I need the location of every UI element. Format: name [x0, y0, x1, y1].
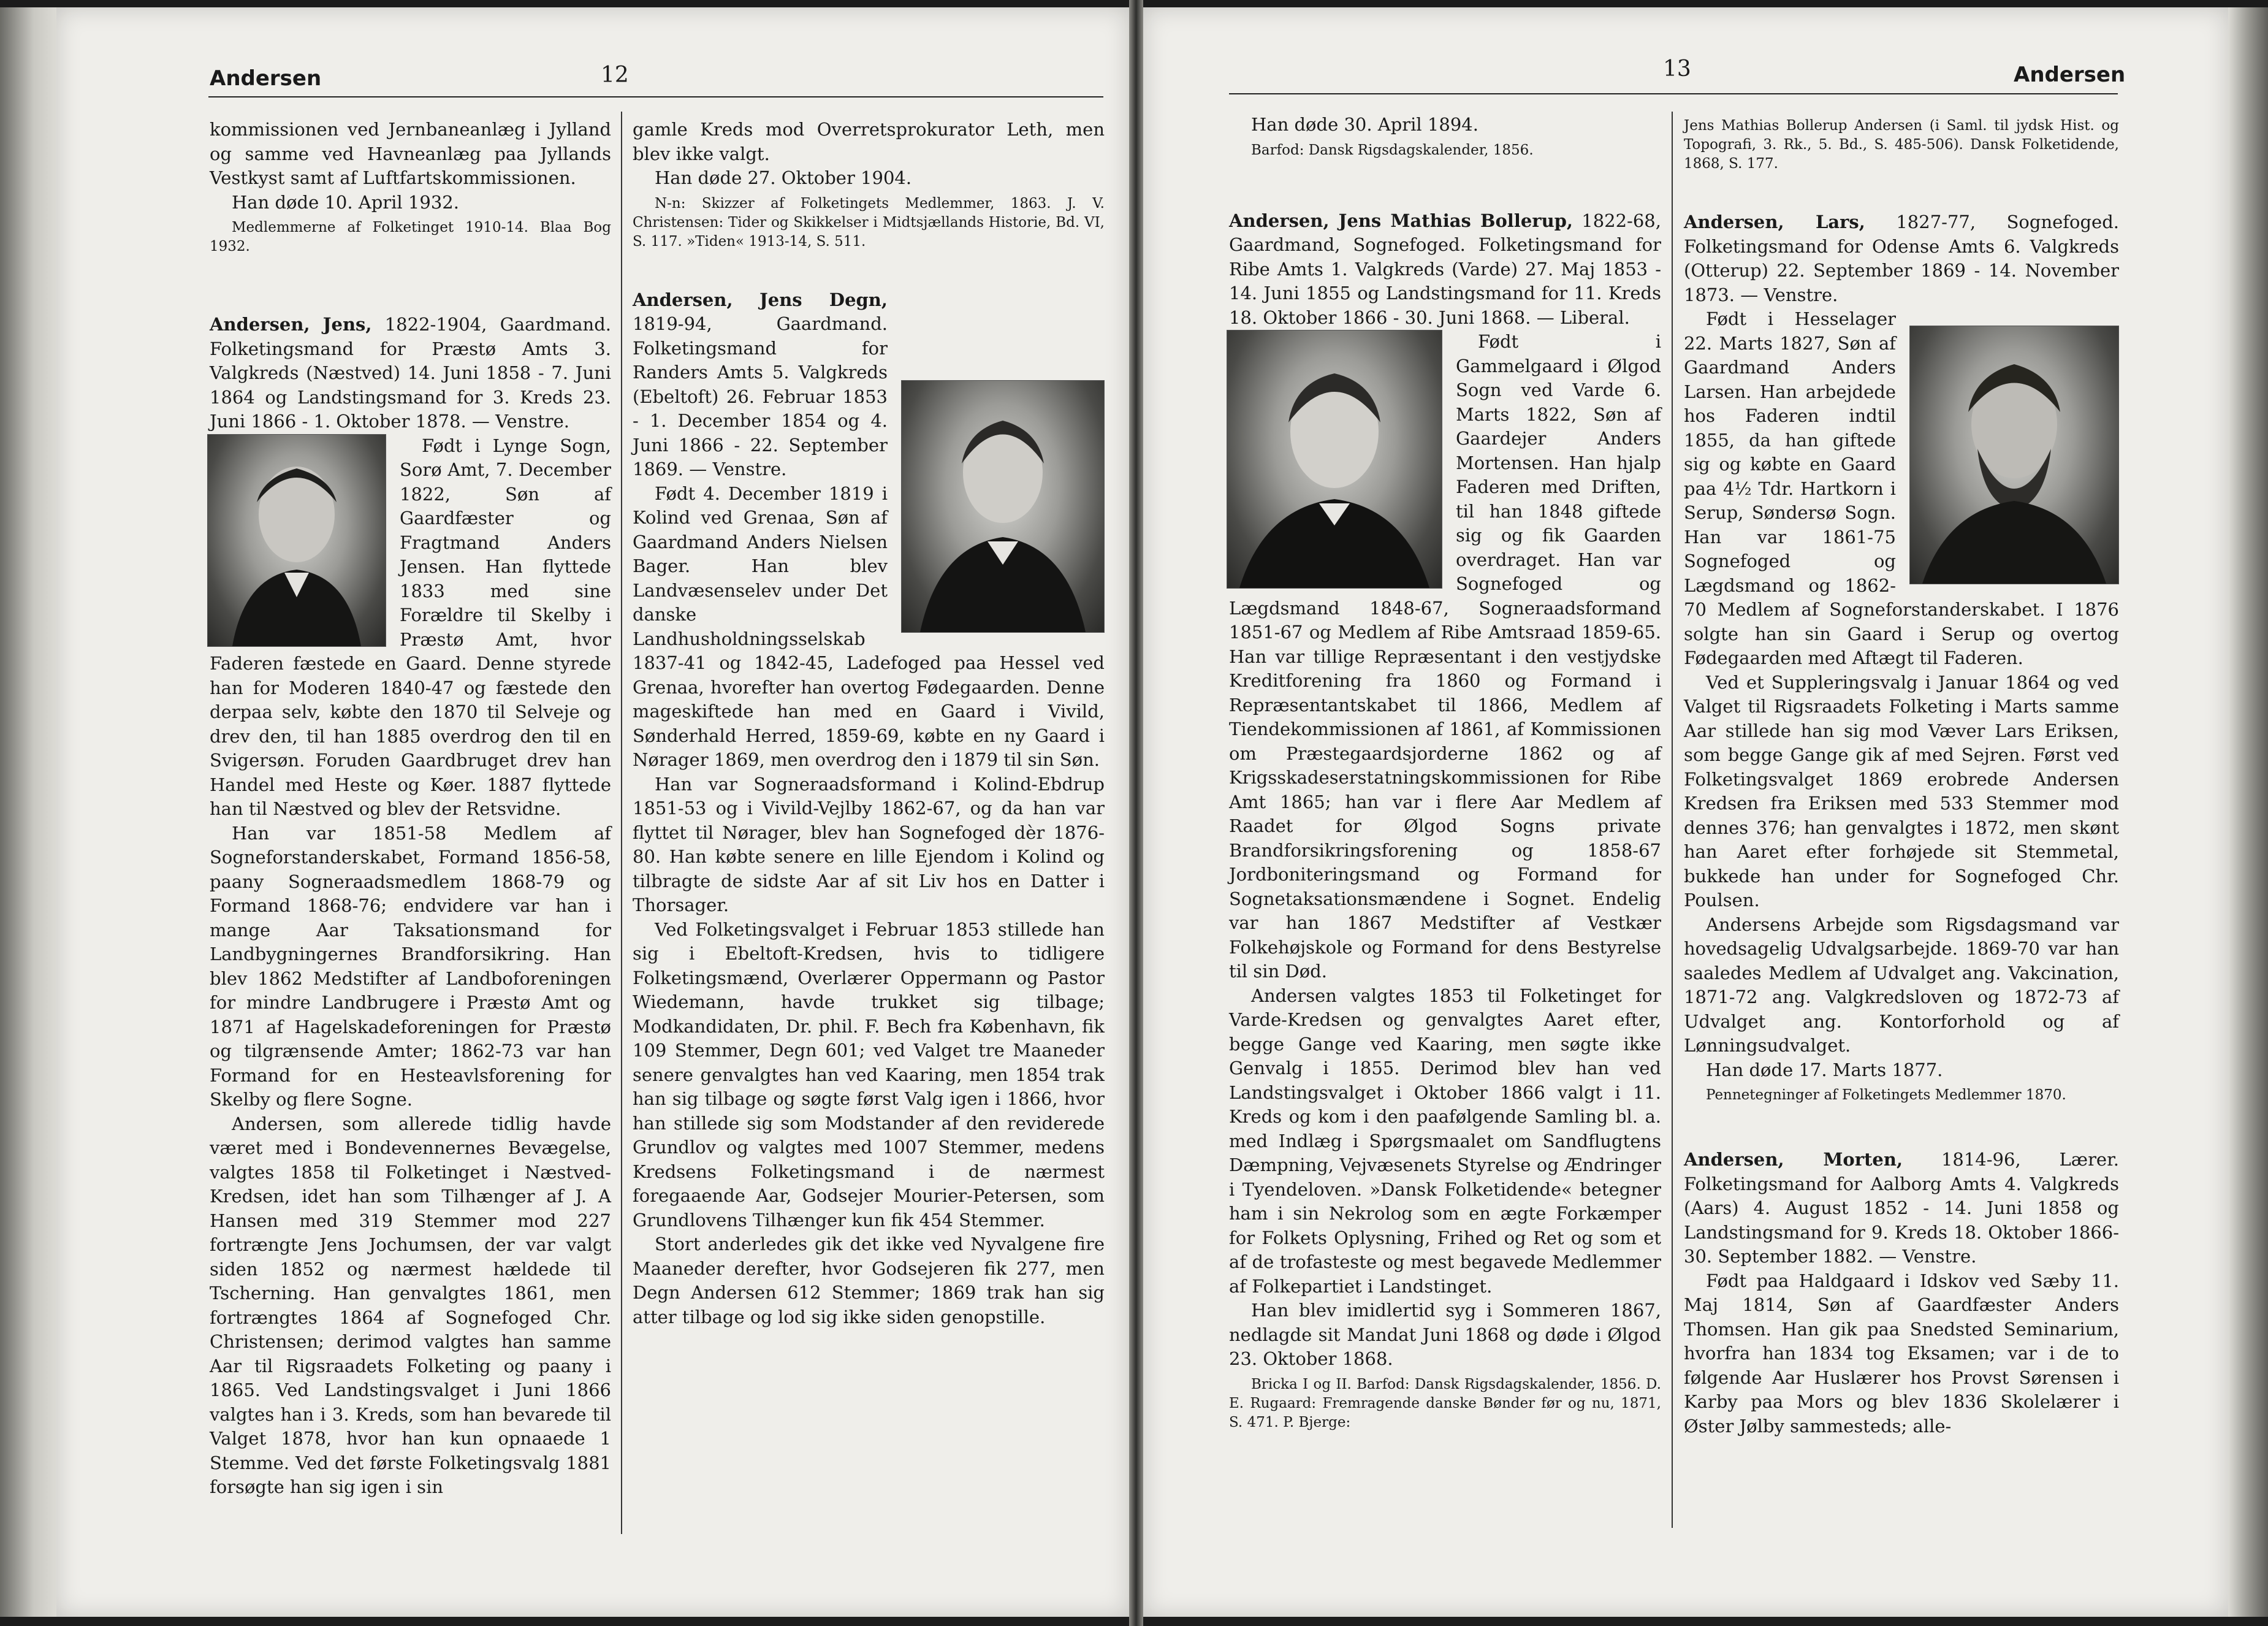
- bio-paragraph: Født 4. December 1819 i Kolind ved Grenaa, Søn af Gaardmand Anders Nielsen Bager. Han blev Landvæsenselev under Det danske Landhusholdningsselskab 1837-41 og 1842-45, Ladefoged paa Hessel ved Grenaa, hvorefter han overtog Fødegaarden. Denne mageskiftede han med en Gaard i Vivild, Sønderhald Herred, 1859-69, købte en ny Gaard i Nørager 1869, men overdrog den i 1879 til sin Søn.: [633, 483, 1105, 770]
- portrait-figure: [208, 435, 386, 646]
- entry-name: Andersen, Lars,: [1684, 212, 1865, 232]
- source-note: Bricka I og II. Barfod: Dansk Rigsdagskalender, 1856. D. E. Rugaard: Fremragende danske Bønder før og nu, 1871, S. 471. P. Bjerge:: [1229, 1376, 1661, 1430]
- source-note: Medlemmerne af Folketinget 1910-14. Blaa Bog 1932.: [210, 219, 611, 254]
- column-2: [1684, 113, 2119, 1438]
- bio-paragraph: Ved Folketingsvalget i Februar 1853 stillede han sig i Ebeltoft-Kredsen, hvis to tidligere Folketingsmænd, Overlærer Oppermann og Pastor Wiedemann, havde trukket sig tilbage; Modkandidaten, Dr. phil. F. Bech fra København, fik 109 Stemmer, Degn 601; ved Valget tre Maaneder senere genvalgtes han ved Kaaring, men 1854 trak han sig tilbage og søgte først Valg igen i 1866, hvor han stillede sig som Modstander af den reviderede Grundlov og valgtes med 1007 Stemmer, medens Kredsens Folketingsmand i de nærmest foregaaende Aar, Godsejer Mourier-Petersen, som Grundlovens Tilhænger kun fik 454 Stemmer.: [633, 918, 1105, 1231]
- entry-header-text: 1814-96, Lærer. Folketingsmand for Aalborg Amts 4. Valgkreds (Aars) 4. August 1852 - 14. Juni 1858 og Landstingsmand for 9. Kreds 18. Oktober 1866-30. September 1882. — Venstre.: [1684, 1149, 2119, 1267]
- entry-header-text: 1819-94, Gaardmand. Folketingsmand for Randers Amts 5. Valgkreds (Ebeltoft) 26. Februar 1853 - 1. December 1854 og 4. Juni 1866 - 22. September 1869. — Venstre.: [633, 313, 888, 479]
- column-1: [1229, 113, 1661, 1432]
- entry-header: [210, 313, 611, 434]
- entry-name: Andersen, Morten,: [1684, 1149, 1903, 1170]
- portrait-jens-andersen: [207, 434, 386, 647]
- death-line: Han døde 30. April 1894.: [1251, 114, 1478, 135]
- bio-paragraph: Født paa Haldgaard i Idskov ved Sæby 11. Maj 1814, Søn af Gaardfæster Anders Thomsen. Han gik paa Snedsted Seminarium, hvorfra han 1834 tog Eksamen; var i de to følgende Aar Huslærer hos Provst Sørensen i Karby paa Mors og blev 1836 Skolelærer i Øster Jølby sammesteds; alle-: [1684, 1270, 2119, 1437]
- bio-paragraph: Han blev imidlertid syg i Sommeren 1867, nedlagde sit Mandat Juni 1868 og døde i Ølgod 23. Oktober 1868.: [1229, 1300, 1661, 1369]
- bio-paragraph: Han var 1851-58 Medlem af Sogneforstanderskabet, Formand 1856-58, paany Sogneraadsmedlem 1868-79 og Formand 1868-76; endvidere var han i mange Aar Taksationsmand for Landbygningernes Brandforsikring. Han blev 1862 Medstifter af Landboforeningen for mindre Landbrugere i Præstø Amt og 1871 af Hagelskadeforeningen for Præstø og tilgrænsende Amter; 1862-73 var han Formand for en Hesteavlsforening for Skelby og flere Sogne.: [210, 822, 611, 1110]
- bio-paragraph: Født i Lynge Sogn, Sorø Amt, 7. December 1822, Søn af Gaardfæster og Fragtmand Anders Jensen. Han flyttede 1833 med sine Forældre til Skelby i Præstø Amt, hvor Faderen fæstede en Gaard. Denne styrede han for Moderen 1840-47 og fæstede den derpaa selv, købte den 1870 til Selveje og drev den, til han 1885 overdrog den til en Svigersøn. Foruden Gaardbruget drev han Handel med Heste og Køer. 1887 flyttede han til Næstved og blev der Retsvidne.: [210, 435, 611, 819]
- entry-header-text: 1822-68, Gaardmand, Sognefoged. Folketingsmand for Ribe Amts 1. Valgkreds (Varde) 27. Maj 1853 - 14. Juni 1855 og Landstingsmand for 11. Kreds 18. Oktober 1866 - 30. Juni 1868. — Liberal.: [1229, 210, 1661, 328]
- page-number: 12: [601, 63, 629, 88]
- paragraph: kommissionen ved Jernbaneanlæg i Jylland og samme ved Havneanlæg paa Jyllands Vestkyst samt af Luftfartskommissionen.: [210, 119, 611, 188]
- book-edge-right: [2228, 7, 2268, 1617]
- death-line: Han døde 10. April 1932.: [232, 191, 459, 213]
- entry-name: Andersen, Jens Mathias Bollerup,: [1229, 210, 1574, 231]
- entry-name-given: Jens Degn,: [759, 289, 888, 310]
- portrait-figure: [902, 381, 1104, 632]
- bio-paragraph: Andersens Arbejde som Rigsdagsmand var hovedsagelig Udvalgsarbejde. 1869-70 var han saaledes Medlem af Udvalget ang. Vakcination, 1871-72 ang. Valgkredsloven og 1872-73 af Udvalget ang. Kontorforhold og af Lønningsudvalget.: [1684, 914, 2119, 1056]
- entry-name: Andersen,: [633, 289, 733, 310]
- bio-paragraph: Ved et Suppleringsvalg i Januar 1864 og ved Valget til Rigsraadets Folketing i Marts samme Aar stillede han sig mod Væver Lars Eriksen, som begge Gange gik af med Sejren. Først ved Folketingsvalget 1869 erobrede Andersen Kredsen fra Eriksen med 533 Stemmer mod dennes 376; han genvalgtes i 1872, men skønt han Aaret efter forhøjede sit Stemmetal, bukkede han under for Sognefoged Chr. Poulsen.: [1684, 671, 2119, 910]
- bio-paragraph: Født i Gammelgaard i Ølgod Sogn ved Varde 6. Marts 1822, Søn af Gaardejer Anders Mortensen. Han hjalp Faderen med Driften, til han 1848 giftede sig og fik Gaarden overdraget. Han var Sognefoged og Lægdsmand 1848-67, Sogneraadsformand 1851-67 og Medlem af Ribe Amtsraad 1859-65. Han var tillige Repræsentant i den vestjydske Kreditforening fra 1860 og Formand i Repræsentantskabet til 1866, Medlem af Tiendekommissionen af 1861, af Kommissionen om Præstegaardsjorderne 1862 og af Krigsskadeserstatningskommissionen for Ribe Amt 1865; han var i flere Aar Medlem af Raadet for Ølgod Sogns private Brandforsikringsforening og 1858-67 Jordboniteringsmand og Formand for Sognetaksationsmændene i Sognet. Endelig var han 1867 Medstifter af Vestkær Folkehøjskole og Formand for dens Bestyrelse til sin Død.: [1229, 331, 1661, 982]
- column-1: [210, 118, 611, 1500]
- death-line: Han døde 17. Marts 1877.: [1706, 1059, 1943, 1080]
- bio-paragraph: Andersen valgtes 1853 til Folketinget for Varde-Kredsen og genvalgtes Aaret efter, begge Gange ved Kaaring, men søgte ikke Genvalg i 1855. Derimod blev han ved Landstingsvalget i Oktober 1866 valgt i 11. Kreds og kom i den paafølgende Samling bl. a. med Indlæg i Spørgsmaalet om Sandflugtens Dæmpning, Vejvæsenets Styrelse og Ændringer i Tyendeloven. »Dansk Folketidende« betegner ham i sin Nekrolog som en ægte Forkæmper for Folkets Oplysning, Frihed og Ret og som et af de trofasteste og mest begavede Medlemmer af Folkepartiet i Landstinget.: [1229, 985, 1661, 1297]
- column-divider: [621, 112, 622, 1534]
- column-divider: [1672, 112, 1673, 1528]
- right-page: [1143, 7, 2228, 1617]
- book-edge-left: [0, 7, 56, 1617]
- entry-name-given: Jens,: [322, 314, 372, 335]
- source-note: Pennetegninger af Folketingets Medlemmer 1870.: [1706, 1087, 2066, 1103]
- entry-header: [1684, 1148, 2119, 1269]
- source-note: Jens Mathias Bollerup Andersen (i Saml. til jydsk Hist. og Topografi, 3. Rk., 5. Bd., S. 485-506). Dansk Folketidende, 1868, S. 177.: [1684, 118, 2119, 172]
- bio-paragraph: Stort anderledes gik det ikke ved Nyvalgene fire Maaneder derefter, hvor Godsejeren fik 277, men Degn Andersen 612 Stemmer; 1869 trak han sig atter tilbage og lod sig ikke siden genopstille.: [633, 1234, 1105, 1327]
- page-number: 13: [1663, 56, 1691, 82]
- running-head: Andersen: [210, 66, 322, 91]
- left-page: [56, 7, 1129, 1617]
- portrait-jens-degn-andersen: [901, 380, 1105, 633]
- portrait-figure: [1227, 330, 1442, 588]
- paragraph: gamle Kreds mod Overretsprokurator Leth, men blev ikke valgt.: [633, 119, 1105, 164]
- death-line: Han døde 27. Oktober 1904.: [655, 167, 912, 188]
- portrait-jens-mathias-bollerup-andersen: [1227, 330, 1442, 589]
- portrait-figure: [1910, 326, 2118, 584]
- bio-paragraph: Født i Hesselager 22. Marts 1827, Søn af Gaardmand Anders Larsen. Han arbejdede hos Faderen indtil 1855, da han giftede sig og købte en Gaard paa 4½ Tdr. Hartkorn i Serup, Søndersø Sogn. Han var 1861-75 Sognefoged og Lægdsmand og 1862-70 Medlem af Sogneforstanderskabet. I 1876 solgte han sin Gaard i Serup og overtog Fødegaarden med Aftægt til Faderen.: [1684, 308, 2119, 668]
- entry-header-text: 1827-77, Sognefoged. Folketingsmand for Odense Amts 6. Valgkreds (Otterup) 22. September 1869 - 14. November 1873. — Venstre.: [1684, 212, 2119, 305]
- header-rule: [208, 96, 1103, 97]
- entry-name: Andersen,: [210, 314, 310, 335]
- running-head: Andersen: [2014, 63, 2126, 87]
- entry-header: [1684, 210, 2119, 307]
- bio-paragraph: Han var Sogneraadsformand i Kolind-Ebdrup 1851-53 og i Vivild-Vejlby 1862-67, og da han var flyttet til Nørager, blev han Sognefoged dèr 1876-80. Han købte senere en lille Ejendom i Kolind og tilbragte de sidste Aar af sit Liv hos en Datter i Thorsager.: [633, 773, 1105, 915]
- book-spine: [1129, 0, 1143, 1626]
- bio-paragraph: Andersen, som allerede tidlig havde været med i Bondevennernes Bevægelse, valgtes 1858 til Folketinget i Næstved-Kredsen, idet han som Tilhænger af J. A Hansen med 319 Stemmer mod 227 fortrængte Jens Jochumsen, der var valgt siden 1852 og nærmest hældede til Tscherning. Han genvalgtes 1861, men fortrængtes 1864 af Sognefoged Chr. Christensen; derimod valgtes han samme Aar til Rigsraadets Folketing og paany i 1865. Ved Landstingsvalget i Juni 1866 valgtes han i 3. Kreds, som han bevarede til Valget 1878, hvor han kun opnaaede 1 Stemme. Ved det første Folketingsvalg 1881 forsøgte han sig igen i sin: [210, 1113, 611, 1497]
- column-2: [633, 118, 1105, 1329]
- header-rule: [1229, 93, 2118, 94]
- entry-header-text: 1822-1904, Gaardmand. Folketingsmand for Præstø Amts 3. Valgkreds (Næstved) 14. Juni 1858 - 7. Juni 1864 og Landstingsmand for 3. Kreds 23. Juni 1866 - 1. Oktober 1878. — Venstre.: [210, 314, 611, 432]
- source-note: Barfod: Dansk Rigsdagskalender, 1856.: [1251, 142, 1534, 158]
- entry-header: [1229, 209, 1661, 330]
- portrait-lars-andersen: [1909, 326, 2119, 584]
- source-note: N-n: Skizzer af Folketingets Medlemmer, 1863. J. V. Christensen: Tider og Skikkelser i Midtsjællands Historie, Bd. VI, S. 117. »Tiden« 1913-14, S. 511.: [633, 195, 1105, 250]
